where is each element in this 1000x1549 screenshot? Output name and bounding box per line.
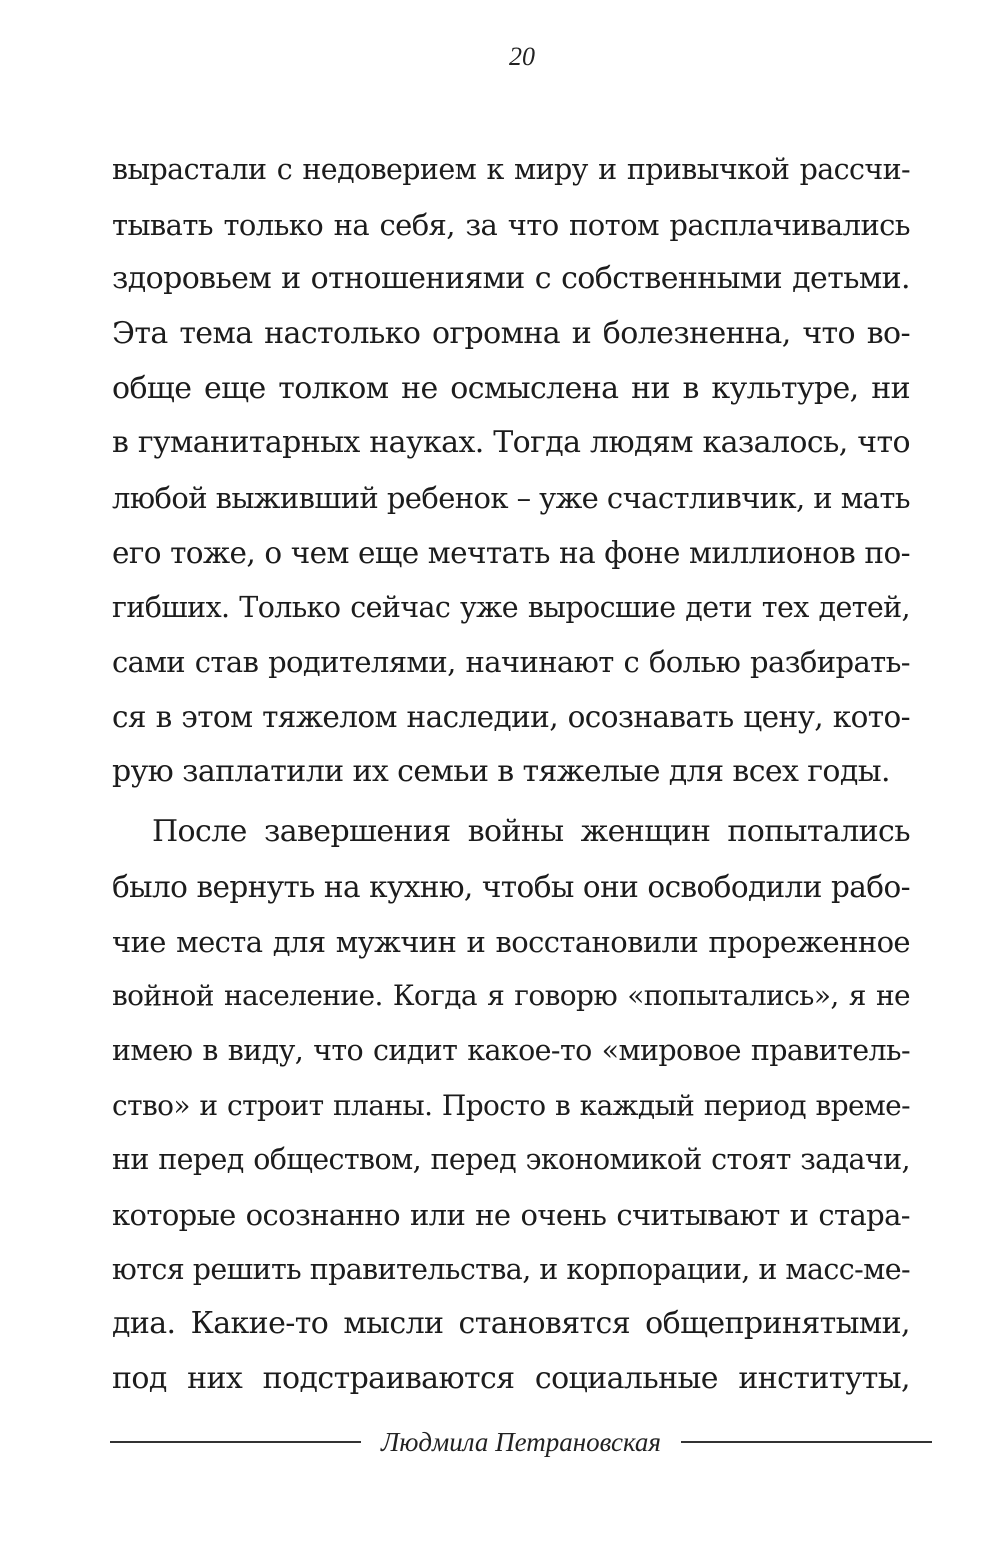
text-line: После завершения войны женщин попытались bbox=[152, 814, 910, 850]
text-line: вырастали с недоверием к миру и привычкой рассчи- bbox=[112, 153, 910, 186]
text-line: в гуманитарных науках. Тогда людям казалось, что bbox=[112, 425, 910, 461]
text-line: сами став родителями, начинают с болью разбирать- bbox=[112, 645, 910, 680]
text-line: диа. Какие-то мысли становятся общепринятыми, bbox=[112, 1306, 910, 1342]
paragraph-2 bbox=[112, 805, 910, 1407]
text-line: тывать только на себя, за что потом расплачивались bbox=[112, 207, 910, 242]
text-line: было вернуть на кухню, чтобы они освободили рабо- bbox=[112, 869, 910, 904]
text-line: ство» и строит планы. Просто в каждый период време- bbox=[112, 1088, 910, 1122]
body-text bbox=[112, 143, 910, 1407]
text-line: войной население. Когда я говорю «попытались», я не bbox=[112, 979, 910, 1013]
text-line: здоровьем и отношениями с собственными детьми. bbox=[112, 261, 910, 297]
text-line: рую заплатили их семьи в тяжелые для всех годы. bbox=[112, 753, 890, 789]
text-line: гибших. Только сейчас уже выросшие дети тех детей, bbox=[112, 590, 910, 624]
text-line: ются решить правительства, и корпорации, и масс-ме- bbox=[112, 1252, 910, 1286]
text-line: Эта тема настолько огромна и болезненна, что во- bbox=[112, 316, 910, 352]
text-line: имею в виду, что сидит какое-то «мировое правитель- bbox=[112, 1034, 910, 1067]
text-line: чие места для мужчин и восстановили прореженное bbox=[112, 924, 910, 959]
footer-rule-right bbox=[681, 1441, 932, 1443]
text-line: под них подстраиваются социальные институты, bbox=[112, 1361, 910, 1397]
paragraph-1 bbox=[112, 143, 910, 799]
footer-author: Людмила Петрановская bbox=[381, 1426, 661, 1457]
footer-rule-left bbox=[110, 1441, 361, 1443]
text-line: которые осознанно или не очень считывают и стара- bbox=[112, 1198, 910, 1233]
page-number: 20 bbox=[509, 42, 535, 71]
text-line: обще еще толком не осмыслена ни в культуре, ни bbox=[112, 370, 910, 406]
text-line: его тоже, о чем еще мечтать на фоне миллионов по- bbox=[112, 535, 910, 570]
running-footer bbox=[110, 1420, 932, 1464]
text-line: ся в этом тяжелом наследии, осознавать цену, кото- bbox=[112, 699, 910, 734]
text-line: любой выживший ребенок – уже счастливчик, и мать bbox=[112, 481, 910, 516]
text-line: ни перед обществом, перед экономикой стоят задачи, bbox=[112, 1143, 910, 1177]
